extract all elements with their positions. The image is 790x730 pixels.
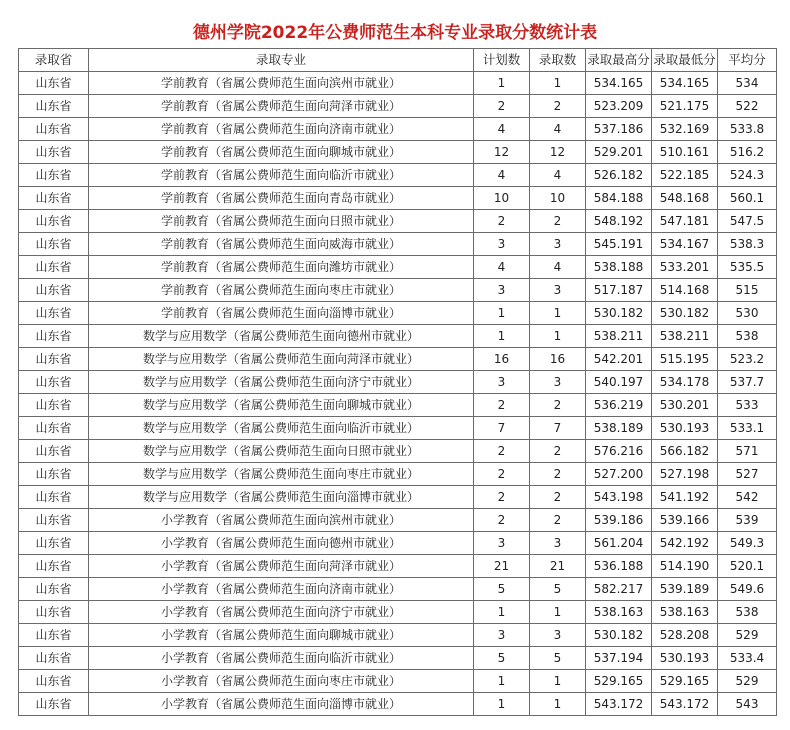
cell-avg-score: 522 [718,95,777,118]
cell-min-score: 534.165 [652,72,718,95]
cell-major: 数学与应用数学（省属公费师范生面向日照市就业） [89,440,474,463]
cell-plan-count: 2 [474,486,530,509]
cell-max-score: 538.189 [586,417,652,440]
table-row [19,302,777,325]
cell-plan-count: 5 [474,578,530,601]
cell-avg-score: 516.2 [718,141,777,164]
cell-max-score: 538.211 [586,325,652,348]
cell-min-score: 530.193 [652,417,718,440]
cell-admitted-count: 3 [530,532,586,555]
cell-province: 山东省 [19,118,89,141]
cell-plan-count: 3 [474,371,530,394]
cell-plan-count: 1 [474,325,530,348]
cell-admitted-count: 4 [530,164,586,187]
cell-admitted-count: 1 [530,325,586,348]
cell-major: 小学教育（省属公费师范生面向临沂市就业） [89,647,474,670]
column-header-min-score: 录取最低分 [652,49,718,72]
cell-major: 小学教育（省属公费师范生面向淄博市就业） [89,693,474,716]
cell-avg-score: 538 [718,325,777,348]
cell-avg-score: 547.5 [718,210,777,233]
cell-avg-score: 530 [718,302,777,325]
cell-min-score: 538.211 [652,325,718,348]
cell-plan-count: 3 [474,532,530,555]
cell-min-score: 529.165 [652,670,718,693]
cell-major: 数学与应用数学（省属公费师范生面向枣庄市就业） [89,463,474,486]
cell-plan-count: 21 [474,555,530,578]
cell-min-score: 539.189 [652,578,718,601]
cell-max-score: 526.182 [586,164,652,187]
cell-avg-score: 537.7 [718,371,777,394]
cell-plan-count: 12 [474,141,530,164]
cell-major: 学前教育（省属公费师范生面向潍坊市就业） [89,256,474,279]
cell-province: 山东省 [19,601,89,624]
cell-max-score: 536.188 [586,555,652,578]
cell-admitted-count: 4 [530,256,586,279]
cell-major: 学前教育（省属公费师范生面向淄博市就业） [89,302,474,325]
header-row [19,49,777,72]
cell-admitted-count: 2 [530,210,586,233]
cell-avg-score: 549.6 [718,578,777,601]
cell-plan-count: 1 [474,601,530,624]
cell-avg-score: 560.1 [718,187,777,210]
cell-major: 数学与应用数学（省属公费师范生面向菏泽市就业） [89,348,474,371]
cell-province: 山东省 [19,325,89,348]
cell-plan-count: 4 [474,256,530,279]
cell-min-score: 539.166 [652,509,718,532]
cell-min-score: 530.182 [652,302,718,325]
table-row [19,647,777,670]
cell-min-score: 534.178 [652,371,718,394]
cell-province: 山东省 [19,210,89,233]
cell-province: 山东省 [19,693,89,716]
cell-province: 山东省 [19,670,89,693]
cell-min-score: 514.190 [652,555,718,578]
cell-min-score: 510.161 [652,141,718,164]
column-header-max-score: 录取最高分 [586,49,652,72]
cell-avg-score: 533.8 [718,118,777,141]
cell-major: 小学教育（省属公费师范生面向滨州市就业） [89,509,474,532]
cell-avg-score: 523.2 [718,348,777,371]
cell-province: 山东省 [19,509,89,532]
table-row [19,72,777,95]
table-row [19,325,777,348]
page-title: 德州学院2022年公费师范生本科专业录取分数统计表 [192,23,598,43]
table-row [19,693,777,716]
cell-avg-score: 538.3 [718,233,777,256]
cell-province: 山东省 [19,371,89,394]
cell-admitted-count: 3 [530,279,586,302]
cell-major: 小学教育（省属公费师范生面向枣庄市就业） [89,670,474,693]
cell-plan-count: 10 [474,187,530,210]
cell-admitted-count: 2 [530,95,586,118]
table-row [19,417,777,440]
cell-plan-count: 4 [474,118,530,141]
cell-major: 小学教育（省属公费师范生面向聊城市就业） [89,624,474,647]
table-row [19,95,777,118]
cell-province: 山东省 [19,95,89,118]
cell-avg-score: 571 [718,440,777,463]
cell-max-score: 536.219 [586,394,652,417]
cell-min-score: 515.195 [652,348,718,371]
cell-min-score: 543.172 [652,693,718,716]
table-row [19,670,777,693]
cell-max-score: 523.209 [586,95,652,118]
cell-min-score: 547.181 [652,210,718,233]
table-row [19,141,777,164]
cell-major: 数学与应用数学（省属公费师范生面向济宁市就业） [89,371,474,394]
cell-min-score: 534.167 [652,233,718,256]
cell-province: 山东省 [19,624,89,647]
cell-plan-count: 3 [474,624,530,647]
cell-province: 山东省 [19,578,89,601]
cell-plan-count: 2 [474,463,530,486]
cell-max-score: 537.186 [586,118,652,141]
cell-min-score: 530.193 [652,647,718,670]
cell-avg-score: 524.3 [718,164,777,187]
cell-min-score: 528.208 [652,624,718,647]
cell-admitted-count: 2 [530,486,586,509]
cell-min-score: 542.192 [652,532,718,555]
cell-major: 学前教育（省属公费师范生面向青岛市就业） [89,187,474,210]
table-row [19,440,777,463]
table-row [19,279,777,302]
cell-admitted-count: 5 [530,578,586,601]
table-row [19,164,777,187]
cell-admitted-count: 1 [530,302,586,325]
cell-max-score: 537.194 [586,647,652,670]
cell-province: 山东省 [19,256,89,279]
cell-major: 学前教育（省属公费师范生面向日照市就业） [89,210,474,233]
table-row [19,463,777,486]
cell-avg-score: 543 [718,693,777,716]
cell-admitted-count: 1 [530,693,586,716]
cell-major: 数学与应用数学（省属公费师范生面向德州市就业） [89,325,474,348]
table-row [19,187,777,210]
cell-max-score: 529.165 [586,670,652,693]
table-row [19,486,777,509]
cell-province: 山东省 [19,233,89,256]
cell-plan-count: 4 [474,164,530,187]
cell-major: 数学与应用数学（省属公费师范生面向淄博市就业） [89,486,474,509]
cell-avg-score: 533 [718,394,777,417]
cell-plan-count: 5 [474,647,530,670]
cell-avg-score: 534 [718,72,777,95]
cell-province: 山东省 [19,486,89,509]
cell-admitted-count: 10 [530,187,586,210]
cell-min-score: 533.201 [652,256,718,279]
cell-province: 山东省 [19,555,89,578]
cell-max-score: 543.172 [586,693,652,716]
cell-major: 学前教育（省属公费师范生面向滨州市就业） [89,72,474,95]
cell-max-score: 545.191 [586,233,652,256]
cell-plan-count: 1 [474,670,530,693]
cell-plan-count: 2 [474,509,530,532]
column-header-admitted-count: 录取数 [530,49,586,72]
cell-plan-count: 2 [474,95,530,118]
column-header-avg-score: 平均分 [718,49,777,72]
cell-province: 山东省 [19,72,89,95]
admission-score-table [18,48,777,716]
cell-plan-count: 16 [474,348,530,371]
table-row [19,210,777,233]
cell-avg-score: 542 [718,486,777,509]
cell-max-score: 584.188 [586,187,652,210]
cell-avg-score: 538 [718,601,777,624]
cell-province: 山东省 [19,440,89,463]
cell-max-score: 538.188 [586,256,652,279]
cell-min-score: 548.168 [652,187,718,210]
cell-plan-count: 1 [474,693,530,716]
cell-min-score: 538.163 [652,601,718,624]
cell-major: 小学教育（省属公费师范生面向菏泽市就业） [89,555,474,578]
cell-province: 山东省 [19,348,89,371]
cell-admitted-count: 5 [530,647,586,670]
cell-admitted-count: 4 [530,118,586,141]
cell-major: 小学教育（省属公费师范生面向德州市就业） [89,532,474,555]
table-row [19,233,777,256]
cell-min-score: 541.192 [652,486,718,509]
cell-avg-score: 533.1 [718,417,777,440]
cell-province: 山东省 [19,417,89,440]
cell-province: 山东省 [19,532,89,555]
cell-province: 山东省 [19,647,89,670]
cell-admitted-count: 2 [530,440,586,463]
column-header-major: 录取专业 [89,49,474,72]
table-row [19,256,777,279]
cell-min-score: 530.201 [652,394,718,417]
cell-max-score: 538.163 [586,601,652,624]
cell-max-score: 576.216 [586,440,652,463]
cell-min-score: 514.168 [652,279,718,302]
cell-max-score: 548.192 [586,210,652,233]
cell-min-score: 566.182 [652,440,718,463]
cell-admitted-count: 2 [530,509,586,532]
cell-plan-count: 2 [474,394,530,417]
cell-min-score: 521.175 [652,95,718,118]
cell-admitted-count: 7 [530,417,586,440]
cell-admitted-count: 1 [530,72,586,95]
cell-plan-count: 1 [474,72,530,95]
cell-avg-score: 533.4 [718,647,777,670]
cell-plan-count: 3 [474,279,530,302]
table-row [19,532,777,555]
cell-province: 山东省 [19,302,89,325]
cell-max-score: 530.182 [586,302,652,325]
cell-admitted-count: 2 [530,394,586,417]
cell-plan-count: 3 [474,233,530,256]
cell-min-score: 522.185 [652,164,718,187]
cell-province: 山东省 [19,463,89,486]
cell-plan-count: 2 [474,440,530,463]
cell-admitted-count: 3 [530,233,586,256]
cell-max-score: 530.182 [586,624,652,647]
table-row [19,371,777,394]
cell-major: 学前教育（省属公费师范生面向济南市就业） [89,118,474,141]
cell-major: 学前教育（省属公费师范生面向威海市就业） [89,233,474,256]
cell-max-score: 529.201 [586,141,652,164]
cell-major: 小学教育（省属公费师范生面向济宁市就业） [89,601,474,624]
table-row [19,509,777,532]
cell-major: 学前教育（省属公费师范生面向临沂市就业） [89,164,474,187]
cell-admitted-count: 12 [530,141,586,164]
cell-province: 山东省 [19,141,89,164]
cell-max-score: 542.201 [586,348,652,371]
cell-admitted-count: 1 [530,601,586,624]
cell-max-score: 539.186 [586,509,652,532]
cell-avg-score: 539 [718,509,777,532]
column-header-plan-count: 计划数 [474,49,530,72]
cell-plan-count: 7 [474,417,530,440]
cell-major: 学前教育（省属公费师范生面向聊城市就业） [89,141,474,164]
cell-admitted-count: 2 [530,463,586,486]
cell-admitted-count: 3 [530,624,586,647]
cell-province: 山东省 [19,279,89,302]
cell-max-score: 534.165 [586,72,652,95]
cell-admitted-count: 21 [530,555,586,578]
cell-avg-score: 529 [718,670,777,693]
cell-avg-score: 515 [718,279,777,302]
cell-admitted-count: 3 [530,371,586,394]
cell-max-score: 540.197 [586,371,652,394]
cell-min-score: 527.198 [652,463,718,486]
cell-max-score: 527.200 [586,463,652,486]
cell-province: 山东省 [19,164,89,187]
table-row [19,118,777,141]
cell-major: 数学与应用数学（省属公费师范生面向临沂市就业） [89,417,474,440]
cell-min-score: 532.169 [652,118,718,141]
cell-major: 学前教育（省属公费师范生面向枣庄市就业） [89,279,474,302]
table-row [19,394,777,417]
cell-province: 山东省 [19,187,89,210]
cell-avg-score: 535.5 [718,256,777,279]
cell-max-score: 582.217 [586,578,652,601]
cell-max-score: 517.187 [586,279,652,302]
cell-avg-score: 529 [718,624,777,647]
table-row [19,555,777,578]
cell-province: 山东省 [19,394,89,417]
column-header-province: 录取省 [19,49,89,72]
cell-admitted-count: 1 [530,670,586,693]
cell-plan-count: 2 [474,210,530,233]
cell-plan-count: 1 [474,302,530,325]
cell-avg-score: 527 [718,463,777,486]
cell-major: 小学教育（省属公费师范生面向济南市就业） [89,578,474,601]
cell-major: 数学与应用数学（省属公费师范生面向聊城市就业） [89,394,474,417]
table-row [19,624,777,647]
table-row [19,601,777,624]
table-row [19,348,777,371]
cell-admitted-count: 16 [530,348,586,371]
cell-major: 学前教育（省属公费师范生面向菏泽市就业） [89,95,474,118]
cell-avg-score: 520.1 [718,555,777,578]
cell-max-score: 561.204 [586,532,652,555]
cell-avg-score: 549.3 [718,532,777,555]
table-row [19,578,777,601]
cell-max-score: 543.198 [586,486,652,509]
